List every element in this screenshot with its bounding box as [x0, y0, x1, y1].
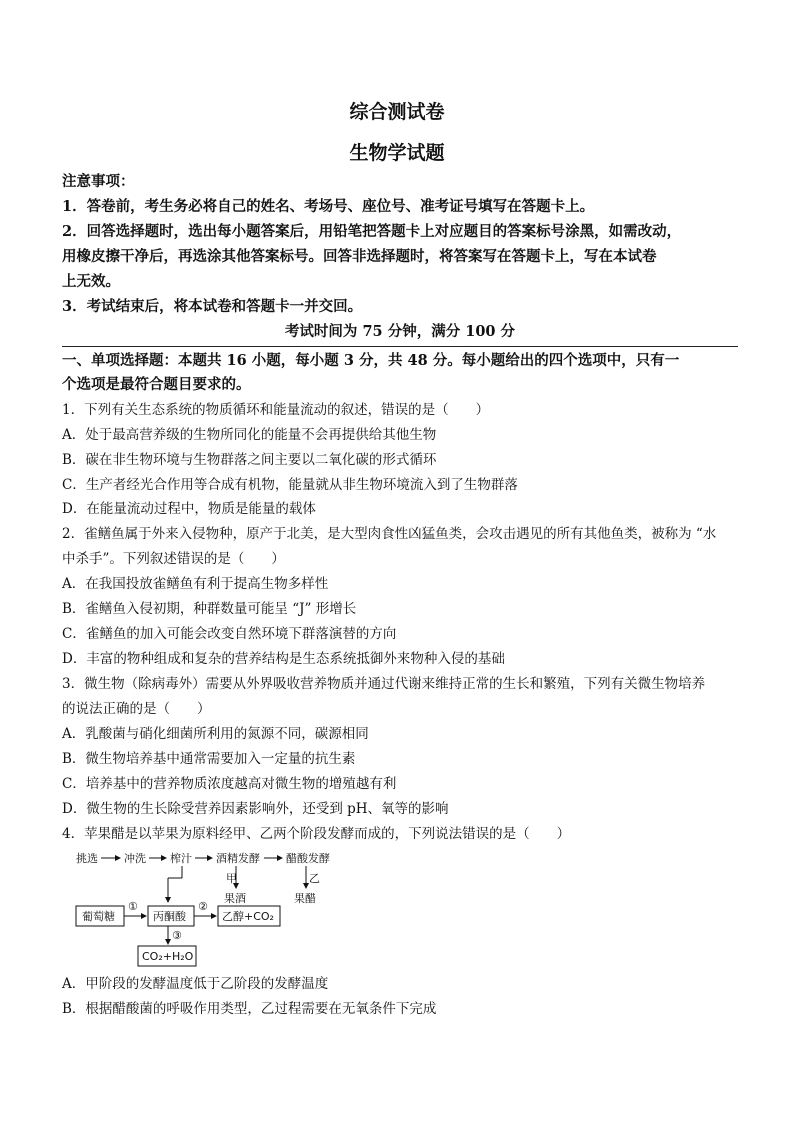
question-1-option-d: D．在能量流动过程中，物质是能量的载体 — [62, 501, 316, 517]
question-1-stem: 1．下列有关生态系统的物质循环和能量流动的叙述，错误的是（ ） — [62, 402, 490, 418]
flow-label-alcohol-fermentation: 酒精发酵 — [216, 852, 260, 865]
question-4-option-b: B．根据醋酸菌的呼吸作用类型，乙过程需要在无氧条件下完成 — [62, 1001, 437, 1017]
water-label: CO₂+H₂O — [142, 950, 194, 963]
product-wine-label: 果酒 — [224, 892, 246, 905]
step-1-label: ① — [128, 900, 138, 913]
question-3-option-c: C．培养基中的营养物质浓度越高对微生物的增殖越有利 — [62, 776, 397, 792]
question-4-stem: 4．苹果醋是以苹果为原料经甲、乙两个阶段发酵而成的，下列说法错误的是（ ） — [62, 826, 571, 842]
stage-yi-label: 乙 — [309, 872, 320, 885]
page-subtitle: 生物学试题 — [349, 142, 445, 164]
notice-item-2-line-2: 用橡皮擦干净后，再选涂其他答案标号。回答非选择题时，将答案写在答题卡上，写在本试卷 — [62, 248, 657, 265]
question-3-option-d: D．微生物的生长除受营养因素影响外，还受到 pH、氧等的影响 — [62, 801, 449, 817]
notice-item-2-line-3: 上无效。 — [62, 273, 120, 290]
flow-label-juice: 榨汁 — [170, 852, 192, 865]
notice-item-2-line-1: 2．回答选择题时，选出每小题答案后，用铅笔把答题卡上对应题目的答案标号涂黑，如需改动， — [62, 223, 682, 240]
question-1-option-a: A．处于最高营养级的生物所同化的能量不会再提供给其他生物 — [62, 427, 437, 443]
question-3-option-a: A．乳酸菌与硝化细菌所利用的氮源不同，碳源相同 — [62, 726, 369, 742]
question-2-stem-line-1: 2．雀鳝鱼属于外来入侵物种，原产于北美，是大型肉食性凶猛鱼类，会攻击遇见的所有其他鱼类，被称为 “水 — [62, 526, 717, 542]
glucose-label: 葡萄糖 — [82, 910, 115, 923]
question-2-option-b: B．雀鳝鱼入侵初期，种群数量可能呈 “J” 形增长 — [62, 601, 357, 617]
question-2-option-d: D．丰富的物种组成和复杂的营养结构是生态系统抵御外来物种入侵的基础 — [62, 651, 505, 667]
ethanol-label: 乙醇+CO₂ — [222, 910, 274, 923]
question-1-option-c: C．生产者经光合作用等合成有机物，能量就从非生物环境流入到了生物群落 — [62, 477, 518, 493]
flow-label-acetic-fermentation: 醋酸发酵 — [286, 852, 330, 865]
step-2-label: ② — [198, 900, 208, 913]
product-vinegar-label: 果醋 — [294, 892, 316, 905]
question-2-option-c: C．雀鳝鱼的加入可能会改变自然环境下群落演替的方向 — [62, 626, 397, 642]
flow-label-wash: 冲洗 — [124, 852, 146, 865]
question-3-option-b: B．微生物培养基中通常需要加入一定量的抗生素 — [62, 751, 356, 767]
flow-label-select: 挑选 — [76, 852, 98, 865]
step-3-label: ③ — [172, 929, 182, 942]
notice-heading: 注意事项： — [62, 173, 135, 190]
exam-time: 考试时间为 75 分钟，满分 100 分 — [284, 323, 516, 340]
section-1-line-1: 一、单项选择题：本题共 16 小题，每小题 3 分，共 48 分。每小题给出的四个选项中，只有一 — [62, 352, 680, 369]
question-4-option-a: A．甲阶段的发酵温度低于乙阶段的发酵温度 — [62, 976, 329, 992]
question-2-stem-line-2: 中杀手”。下列叙述错误的是（ ） — [62, 551, 285, 567]
page-title: 综合测试卷 — [349, 101, 445, 123]
notice-item-1: 1．答卷前，考生务必将自己的姓名、考场号、座位号、准考证号填写在答题卡上。 — [62, 198, 595, 215]
notice-item-3: 3．考试结束后，将本试卷和答题卡一并交回。 — [62, 298, 363, 315]
pyruvate-label: 丙酮酸 — [153, 910, 186, 923]
question-2-option-a: A．在我国投放雀鳝鱼有利于提高生物多样性 — [62, 576, 329, 592]
fermentation-diagram — [62, 846, 382, 970]
question-3-stem-line-1: 3．微生物（除病毒外）需要从外界吸收营养物质并通过代谢来维持正常的生长和繁殖，下列有关微生物培养 — [62, 676, 706, 692]
section-1-line-2: 个选项是最符合题目要求的。 — [62, 376, 251, 393]
question-1-option-b: B．碳在非生物环境与生物群落之间主要以二氧化碳的形式循环 — [62, 452, 437, 468]
question-3-stem-line-2: 的说法正确的是（ ） — [62, 701, 211, 717]
divider — [62, 346, 738, 347]
stage-jia-label: 甲 — [226, 872, 237, 885]
